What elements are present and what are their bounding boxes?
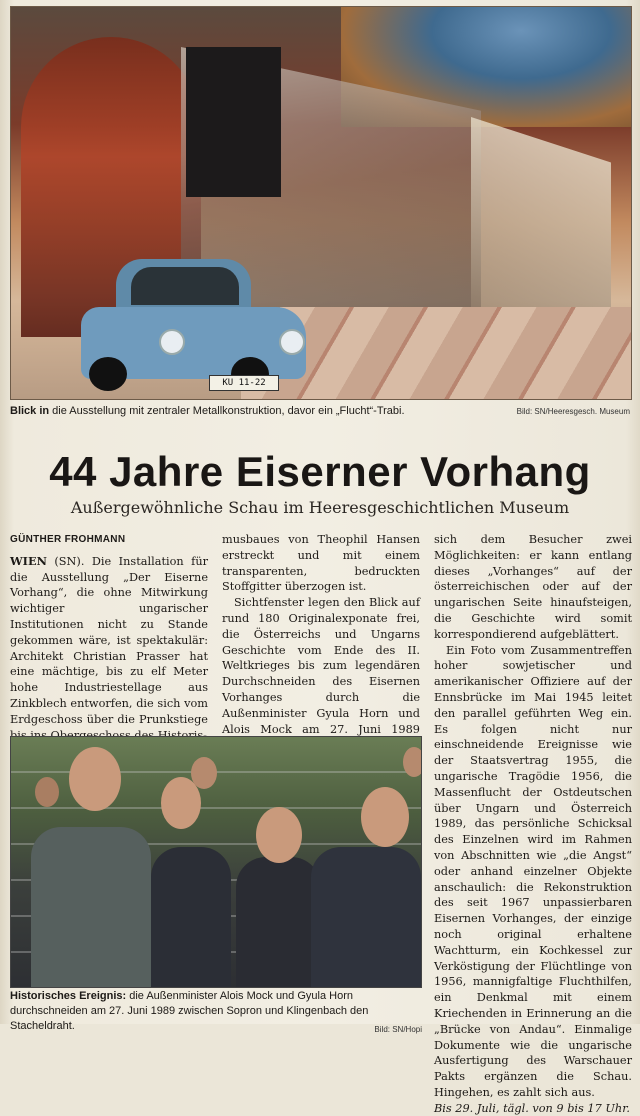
- dateline: WIEN: [10, 553, 47, 568]
- photo-caption-bottom: [10, 989, 422, 1037]
- photo-credit: Bild: SN/Hopi: [374, 1025, 422, 1034]
- paragraph: Ein Foto vom Zusammentreffen hoher sowjetischer und amerikanischer Offiziere auf der Ennsbrücke im Mai 1945 leitet den parallel geführten Weg ein. Es folgen nicht nur einschneidende Ereignisse wie der Staatsvertrag 1955, die ungarische Tragödie 1956, die Massenflucht der Ostdeutschen über Ungarn und Österreich 1989, das persönliche Schicksal des Einzelnen wird im Rahmen von Abschnitten wie „die Angst“ oder anhand einzelner Objekte anschaulich: die Rekonstruktion des seit 1967 unpassierbaren Eisernen Vorhanges, der einzige noch original erhaltene Wachtturm, ein Kochkessel zur Verköstigung der Flüchtlinge von 1956, mannigfaltige Fluchthilfen, ein Denkmal mit einem Kriechenden in Erinnerung an die „Brücke von Andau“. Einmalige Dokumente wie die ungarische Ausfertigung des Warschauer Pakts ergänzen die Schau. Hingehen, es zahlt sich aus.: [434, 643, 632, 1099]
- person: [236, 857, 321, 987]
- opening-hours: Bis 29. Juli, tägl. von 9 bis 17 Uhr.: [434, 1101, 630, 1115]
- person-head: [403, 747, 422, 777]
- paragraph-text: (SN). Die Installation für die Ausstellung „Der Eiserne Vorhang“, die ohne Mitwirkung wichtiger ungarischer Institutionen nicht zu Stande gekommen wäre, ist spektakulär: Architekt Christian Prasser hat eine mächtige, bis zu elf Meter hohe Industriestellage aus Zinkblech entworfen, die sich vom Erdgeschoss über die Prunkstiege: [10, 554, 208, 726]
- car-wheel: [89, 357, 127, 391]
- paragraph: [10, 554, 208, 744]
- person-head: [35, 777, 59, 807]
- article-column-1: [10, 532, 208, 743]
- person-horn: [311, 847, 421, 987]
- paragraph: Sichtfenster legen den Blick auf rund 180 Originalexponate frei, die Österreichs und Ungarns Geschichte vom Ende des II. Weltkrieges bis zum legendären Durchschneiden des Eisernen Vorhanges durch die Außenminister Gyula Horn und Alois Mock am 27. Juni 1989: [222, 596, 420, 736]
- person-head: [361, 787, 409, 847]
- car-windshield: [131, 267, 239, 305]
- dark-panel: [186, 47, 281, 197]
- headline: 44 Jahre Eiserner Vorhang: [49, 448, 591, 495]
- article-column-2: [222, 532, 420, 753]
- caption-lead: Blick in: [10, 405, 50, 417]
- author-byline: GÜNTHER FROHMANN: [10, 534, 126, 545]
- person: [151, 847, 231, 987]
- photo-credit: Bild: SN/Heeresgesch. Museum: [516, 407, 630, 416]
- person-head: [256, 807, 302, 863]
- person-head: [69, 747, 121, 811]
- caption-lead: Historisches Ereignis:: [10, 990, 127, 1002]
- car-headlight: [279, 329, 305, 355]
- ministers-photo: [10, 736, 422, 988]
- subheadline: Außergewöhnliche Schau im Heeresgeschichtlichen Museum: [70, 498, 570, 517]
- license-plate: KU 11-22: [209, 375, 279, 391]
- photo-caption-top: [10, 403, 630, 419]
- exhibition-photo: [10, 6, 632, 400]
- car-headlight: [159, 329, 185, 355]
- person-mock: [31, 827, 151, 987]
- paragraph: sich dem Besucher zwei Möglichkeiten: er kann entlang dieses „Vorhanges“ auf der österreichischen oder auf der ungarischen Seite hinaufsteigen, die Geschichte wird somit korrespondierend aufgeblättert.: [434, 533, 632, 641]
- caption-text: die Außenminister Alois Mock und Gyula Horn durchschneiden am 27. Juni 1989 zwischen Sopron und Klingenbach den Stacheldraht.: [10, 990, 369, 1032]
- caption-text: die Ausstellung mit zentraler Metallkonstruktion, davor ein „Flucht“-Trabi.: [49, 405, 405, 417]
- trabi-car: [81, 257, 306, 392]
- person-head: [191, 757, 217, 789]
- paragraph: musbaues von Theophil Hansen erstreckt und mit einem transparenten, bedruckten Stoffgitter überzogen ist.: [222, 533, 420, 594]
- article-column-3: [434, 532, 632, 1116]
